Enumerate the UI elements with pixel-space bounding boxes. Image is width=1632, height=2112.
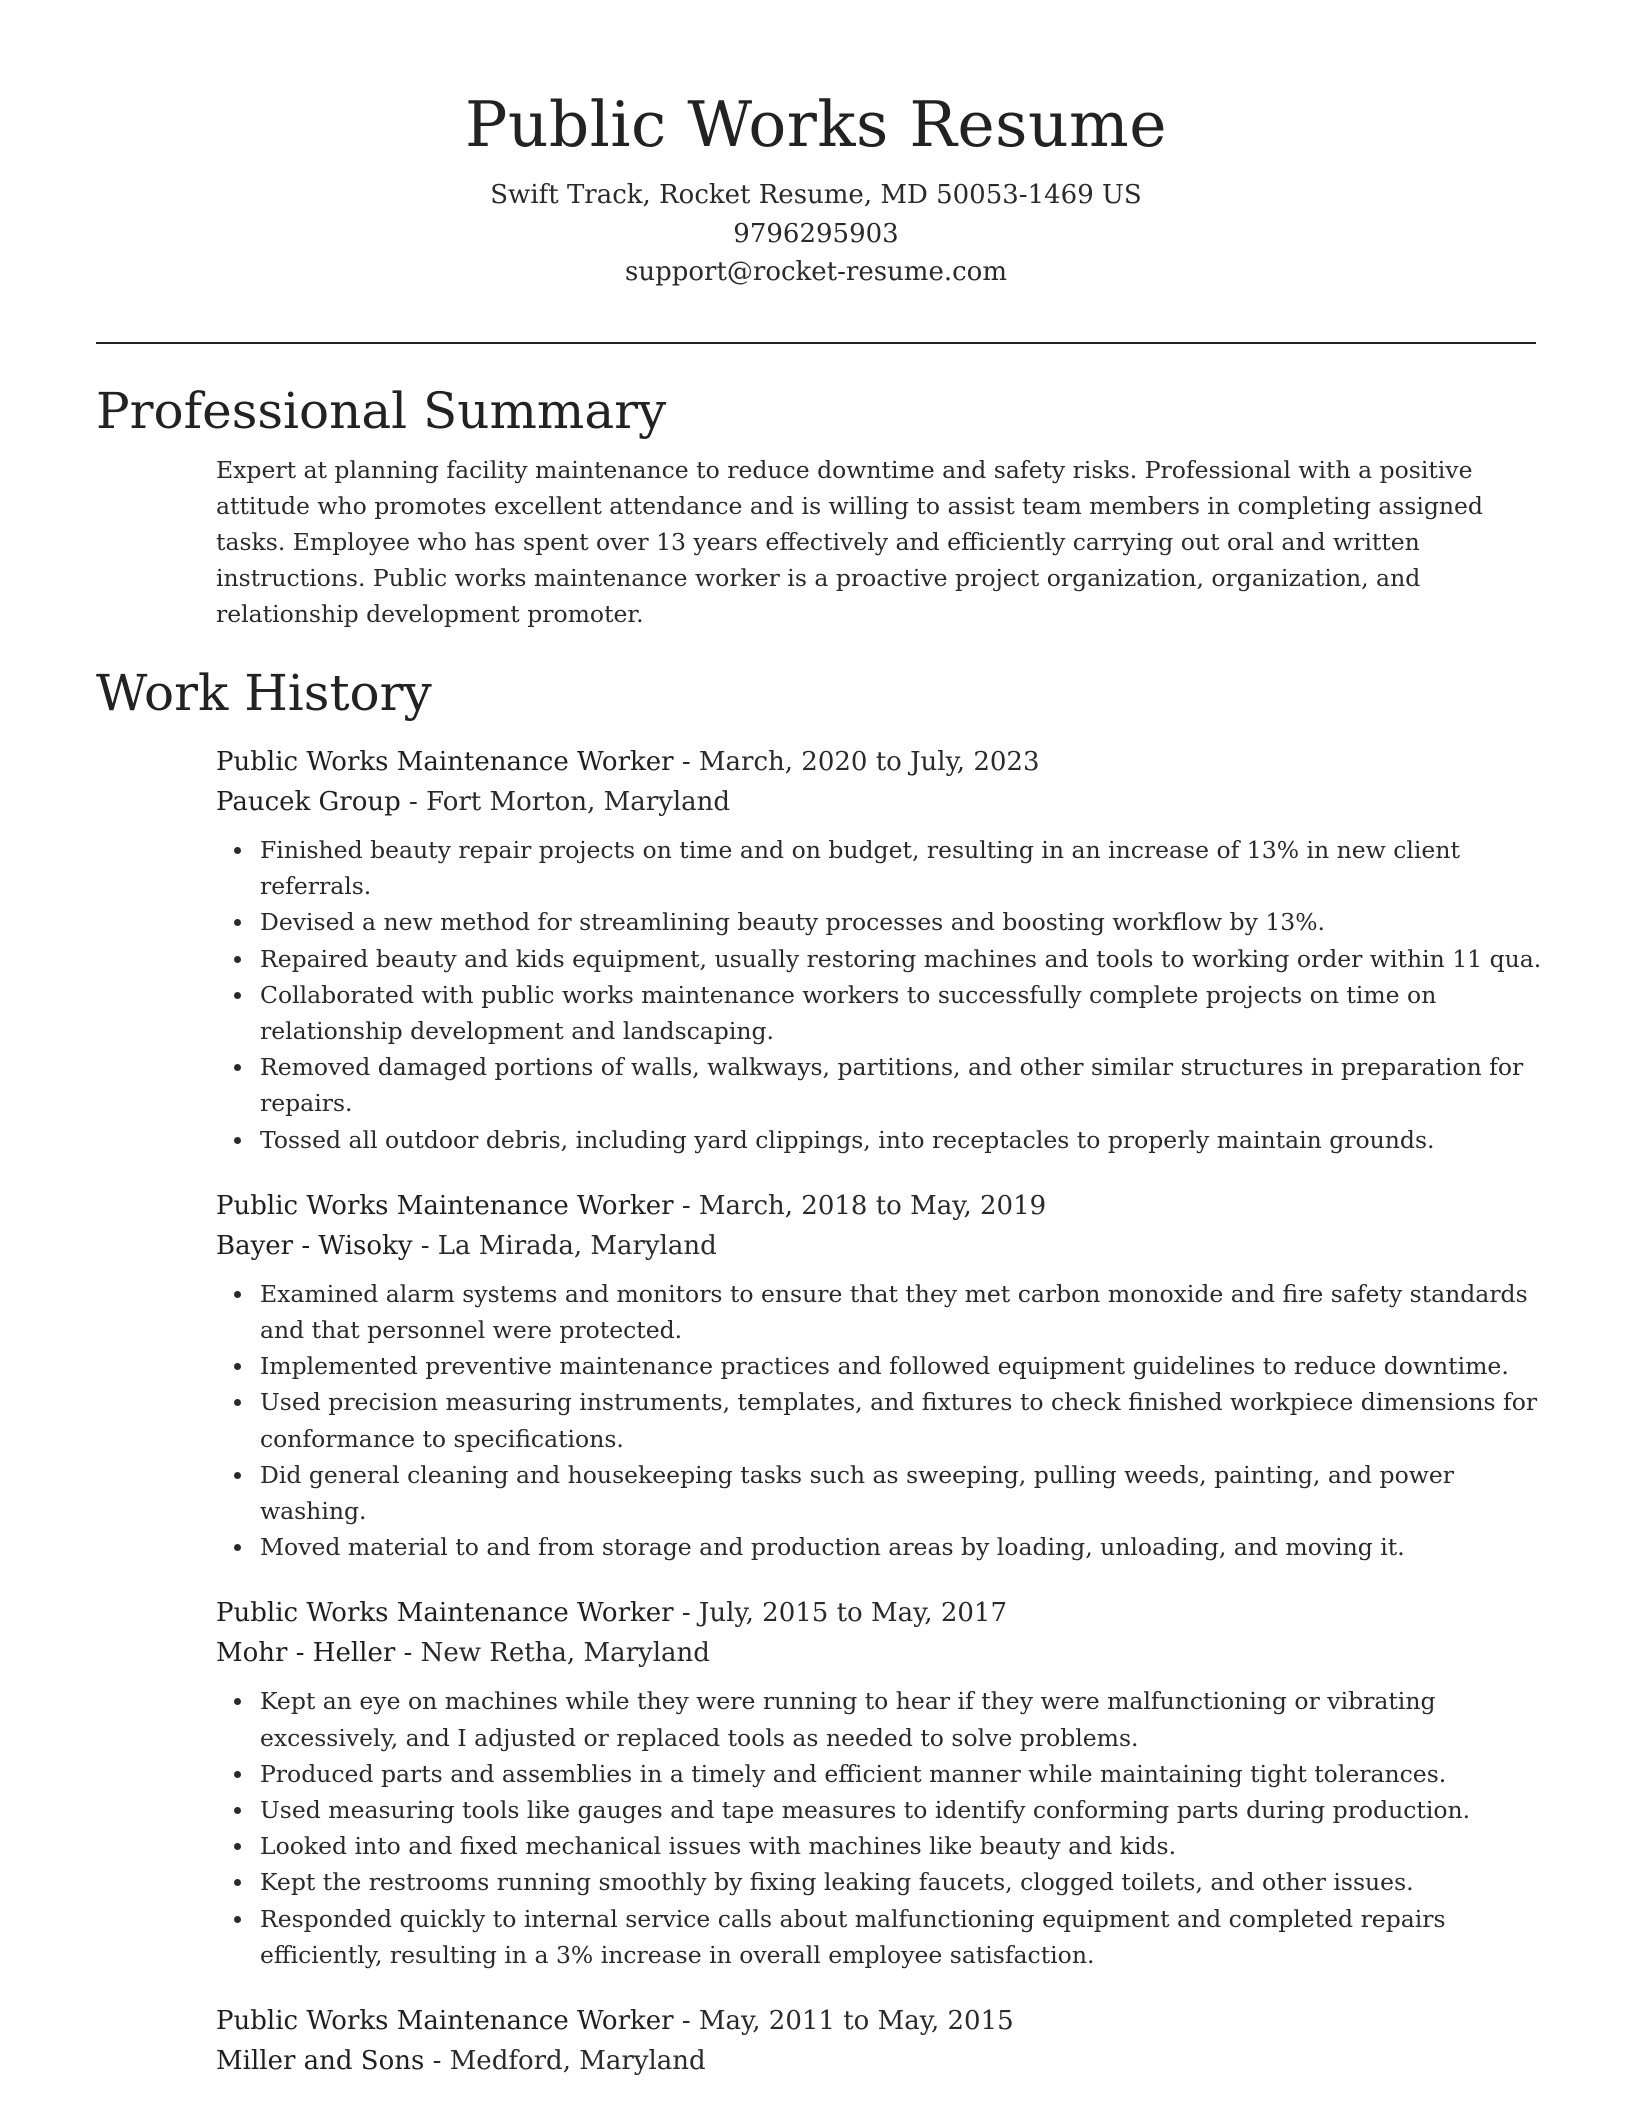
separator: - bbox=[412, 1230, 438, 1261]
job-entry bbox=[216, 1593, 1556, 1973]
bullet-icon bbox=[234, 1879, 241, 1886]
bullet-text: Examined alarm systems and monitors to ensure that they met carbon monoxide and fire safety standards and that personnel were protected. bbox=[260, 1279, 1528, 1345]
job-title-line bbox=[216, 2001, 1556, 2041]
job-bullet bbox=[260, 904, 1556, 940]
job-list bbox=[216, 742, 1556, 2081]
professional-summary-section bbox=[96, 378, 1536, 632]
bullet-text: Used precision measuring instruments, templates, and fixtures to check finished workpiece dimensions for conformance to specifications. bbox=[260, 1388, 1538, 1453]
bullet-icon bbox=[234, 847, 241, 854]
job-bullet bbox=[260, 941, 1556, 977]
bullet-text: Devised a new method for streamlining beauty processes and boosting workflow by 13%. bbox=[260, 908, 1326, 937]
bullet-icon bbox=[234, 1544, 241, 1551]
job-bullet bbox=[260, 1901, 1556, 1973]
bullet-text: Repaired beauty and kids equipment, usually restoring machines and tools to working order within 11 qua. bbox=[260, 944, 1542, 973]
bullet-text: Kept an eye on machines while they were running to hear if they were malfunctioning or vibrating excessively, and I adjusted or replaced tools as needed to solve problems. bbox=[260, 1687, 1436, 1752]
email-text: support@rocket-resume.com bbox=[624, 257, 1007, 287]
job-bullet bbox=[260, 1276, 1556, 1348]
job-title: Public Works Maintenance Worker bbox=[216, 1190, 674, 1221]
company-line bbox=[216, 2041, 1556, 2081]
bullet-text: Did general cleaning and housekeeping tasks such as sweeping, pulling weeds, painting, and power washing. bbox=[260, 1460, 1454, 1526]
job-location: La Mirada, Maryland bbox=[437, 1230, 717, 1261]
job-bullet bbox=[260, 1348, 1556, 1384]
bullet-text: Looked into and fixed mechanical issues with machines like beauty and kids. bbox=[260, 1832, 1177, 1861]
job-bullet bbox=[260, 977, 1556, 1049]
bullet-icon bbox=[234, 1843, 241, 1850]
job-bullet bbox=[260, 1384, 1556, 1456]
job-bullet-list bbox=[216, 1276, 1556, 1566]
job-dates: March, 2020 to July, 2023 bbox=[698, 747, 1040, 777]
job-title-line bbox=[216, 1186, 1556, 1226]
bullet-text: Responded quickly to internal service calls about malfunctioning equipment and completed repairs efficiently, resulting in a 3% increase in overall employee satisfaction. bbox=[260, 1904, 1446, 1969]
bullet-text: Collaborated with public works maintenance workers to successfully complete projects on time on relationship development and landscaping. bbox=[260, 980, 1437, 1046]
bullet-icon bbox=[234, 919, 241, 926]
bullet-text: Moved material to and from storage and production areas by loading, unloading, and moving it. bbox=[260, 1533, 1405, 1562]
resume-title: Public Works Resume bbox=[464, 88, 1168, 161]
job-bullet bbox=[260, 1457, 1556, 1529]
job-location: Fort Morton, Maryland bbox=[426, 787, 731, 817]
separator: - bbox=[395, 1638, 421, 1669]
job-dates: March, 2018 to May, 2019 bbox=[698, 1190, 1047, 1221]
bullet-icon bbox=[234, 1698, 241, 1705]
job-title-line bbox=[216, 1593, 1556, 1633]
bullet-icon bbox=[234, 1291, 241, 1298]
bullet-icon bbox=[234, 1137, 241, 1144]
job-title-line bbox=[216, 742, 1556, 782]
bullet-icon bbox=[234, 1472, 241, 1479]
job-location: New Retha, Maryland bbox=[420, 1638, 710, 1669]
job-bullet bbox=[260, 1049, 1556, 1121]
company-line bbox=[216, 1633, 1556, 1673]
summary-heading: Professional Summary bbox=[96, 382, 667, 440]
separator: - bbox=[424, 2046, 450, 2077]
job-entry bbox=[216, 1186, 1556, 1566]
company-line bbox=[216, 1226, 1556, 1266]
job-bullet bbox=[260, 1864, 1556, 1900]
job-bullet-list bbox=[216, 832, 1556, 1158]
bullet-text: Kept the restrooms running smoothly by fixing leaking faucets, clogged toilets, and other issues. bbox=[260, 1868, 1414, 1897]
job-entry bbox=[216, 742, 1556, 1158]
job-bullet bbox=[260, 1756, 1556, 1792]
bullet-text: Used measuring tools like gauges and tape measures to identify conforming parts during production. bbox=[260, 1796, 1471, 1825]
bullet-icon bbox=[234, 1399, 241, 1406]
job-title: Public Works Maintenance Worker bbox=[216, 1598, 674, 1629]
bullet-icon bbox=[234, 1064, 241, 1071]
work-history-heading: Work History bbox=[96, 664, 432, 722]
job-title: Public Works Maintenance Worker bbox=[216, 2006, 674, 2037]
job-dates: July, 2015 to May, 2017 bbox=[698, 1598, 1008, 1629]
job-bullet bbox=[260, 1683, 1556, 1755]
bullet-icon bbox=[234, 1807, 241, 1814]
bullet-text: Removed damaged portions of walls, walkways, partitions, and other similar structures in preparation for repairs. bbox=[260, 1053, 1524, 1118]
company-name: Miller and Sons bbox=[216, 2046, 425, 2077]
summary-text: Expert at planning facility maintenance to reduce downtime and safety risks. Professional with a positive attitude who promotes excellent attendance and is willing to assist team members in completing assigned tasks. Employee who has spent over 13 years effectively and efficiently carrying out oral and written instructions. Public works maintenance worker is a proactive project organization, organization, and relationship development promoter. bbox=[216, 456, 1483, 628]
phone-text: 9796295903 bbox=[733, 218, 899, 249]
contact-info bbox=[96, 176, 1536, 292]
job-bullet bbox=[260, 832, 1556, 904]
job-bullet bbox=[260, 1122, 1556, 1158]
bullet-text: Finished beauty repair projects on time and on budget, resulting in an increase of 13% in new client referrals. bbox=[260, 836, 1460, 901]
separator: - bbox=[400, 787, 427, 817]
company-name: Mohr - Heller bbox=[216, 1638, 396, 1669]
bullet-icon bbox=[234, 992, 241, 999]
job-bullet bbox=[260, 1828, 1556, 1864]
separator: - bbox=[673, 747, 699, 777]
bullet-icon bbox=[234, 1363, 241, 1370]
bullet-text: Implemented preventive maintenance practices and followed equipment guidelines to reduce downtime. bbox=[260, 1352, 1509, 1381]
resume-header bbox=[96, 82, 1536, 292]
job-dates: May, 2011 to May, 2015 bbox=[698, 2006, 1014, 2037]
job-bullet bbox=[260, 1792, 1556, 1828]
separator: - bbox=[673, 1598, 699, 1629]
separator: - bbox=[673, 1190, 699, 1221]
job-bullet-list bbox=[216, 1683, 1556, 1973]
company-name: Bayer - Wisoky bbox=[216, 1230, 413, 1261]
bullet-text: Produced parts and assemblies in a timely and efficient manner while maintaining tight tolerances. bbox=[260, 1759, 1447, 1788]
job-location: Medford, Maryland bbox=[449, 2046, 706, 2077]
job-title: Public Works Maintenance Worker bbox=[216, 747, 674, 777]
address-text: Swift Track, Rocket Resume, MD 50053-1469 US bbox=[490, 180, 1142, 210]
bullet-text: Tossed all outdoor debris, including yard clippings, into receptacles to properly maintain grounds. bbox=[260, 1125, 1435, 1154]
company-line bbox=[216, 782, 1556, 822]
work-history-section bbox=[96, 660, 1542, 2109]
job-entry bbox=[216, 2001, 1556, 2081]
bullet-icon bbox=[234, 1771, 241, 1778]
job-bullet bbox=[260, 1529, 1556, 1565]
bullet-icon bbox=[234, 956, 241, 963]
company-name: Paucek Group bbox=[216, 787, 401, 817]
bullet-icon bbox=[234, 1916, 241, 1923]
header-divider bbox=[96, 342, 1536, 344]
separator: - bbox=[673, 2006, 699, 2037]
